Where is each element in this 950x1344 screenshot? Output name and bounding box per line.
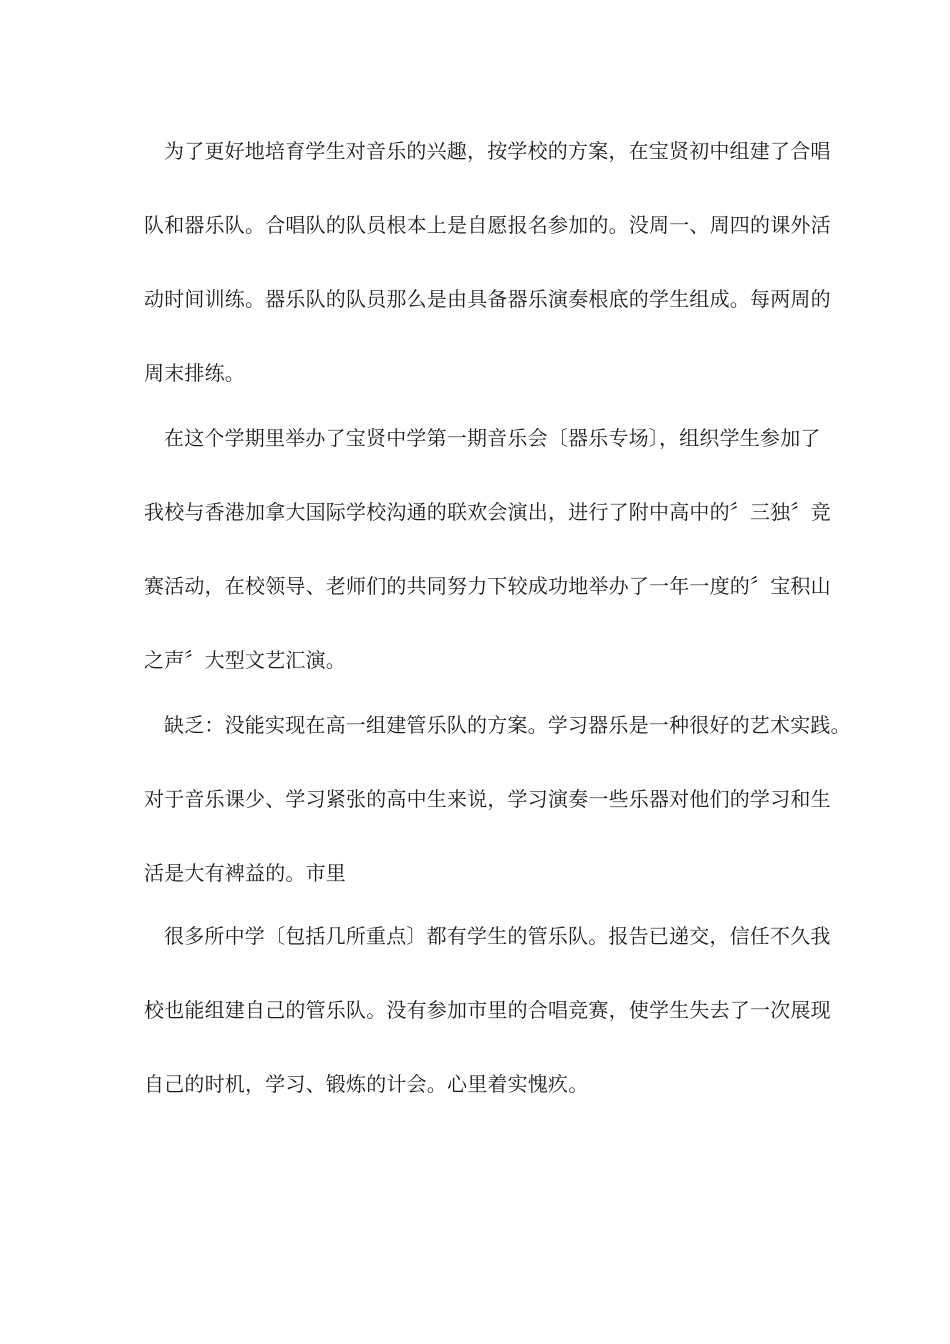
text-line: 缺乏：没能实现在高一组建管乐队的方案。学习器乐是一种很好的艺术实践。	[164, 713, 851, 737]
text-line: 之声〞大型文艺汇演。	[144, 648, 346, 672]
text-line: 我校与香港加拿大国际学校沟通的联欢会演出，进行了附中高中的〞三独〞竞	[144, 500, 831, 524]
text-line: 活是大有裨益的。市里	[144, 861, 346, 885]
text-line: 自己的时机，学习、锻炼的计会。心里着实愧疚。	[144, 1072, 589, 1096]
text-line: 为了更好地培育学生对音乐的兴趣，按学校的方案，在宝贤初中组建了合唱	[164, 139, 831, 163]
text-line: 周末排练。	[144, 361, 245, 385]
text-line: 很多所中学〔包括几所重点〕都有学生的管乐队。报告已递交，信任不久我	[164, 924, 831, 948]
text-line: 对于音乐课少、学习紧张的高中生来说，学习演奏一些乐器对他们的学习和生	[144, 787, 831, 811]
text-line: 校也能组建自己的管乐队。没有参加市里的合唱竞赛，使学生失去了一次展现	[144, 998, 831, 1022]
text-line: 队和器乐队。合唱队的队员根本上是自愿报名参加的。没周一、周四的课外活	[144, 213, 831, 237]
text-line: 在这个学期里举办了宝贤中学第一期音乐会〔器乐专场〕，组织学生参加了	[164, 426, 821, 450]
text-line: 动时间训练。器乐队的队员那么是由具备器乐演奏根底的学生组成。每两周的	[144, 287, 831, 311]
text-line: 赛活动，在校领导、老师们的共同努力下较成功地举办了一年一度的〞宝积山	[144, 574, 831, 598]
